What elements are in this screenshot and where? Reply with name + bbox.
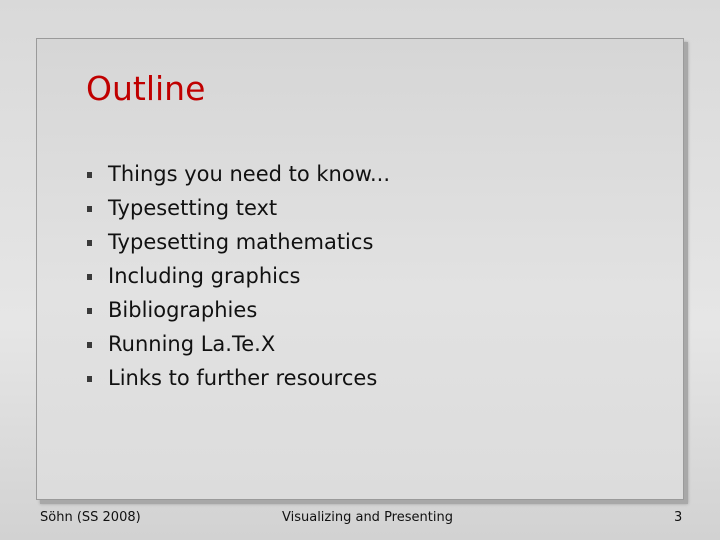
list-item bbox=[86, 157, 390, 191]
list-item-text: Typesetting mathematics bbox=[108, 230, 374, 254]
list-item bbox=[86, 293, 390, 327]
square-bullet-icon bbox=[87, 172, 92, 178]
list-item bbox=[86, 259, 390, 293]
square-bullet-icon bbox=[87, 308, 92, 314]
footer-page-number: 3 bbox=[674, 510, 683, 525]
slide-title: Outline bbox=[86, 69, 206, 108]
square-bullet-icon bbox=[87, 274, 92, 280]
square-bullet-icon bbox=[87, 342, 92, 348]
list-item-text: Things you need to know... bbox=[108, 162, 390, 186]
footer-course-title: Visualizing and Presenting bbox=[282, 510, 453, 525]
list-item-text: Running La.Te.X bbox=[108, 332, 276, 356]
list-item bbox=[86, 225, 390, 259]
list-item bbox=[86, 361, 390, 395]
list-item-text: Bibliographies bbox=[108, 298, 258, 322]
footer-author: Söhn (SS 2008) bbox=[40, 510, 141, 525]
list-item bbox=[86, 327, 390, 361]
square-bullet-icon bbox=[87, 376, 92, 382]
list-item-text: Including graphics bbox=[108, 264, 301, 288]
list-item-text: Typesetting text bbox=[108, 196, 278, 220]
list-item-text: Links to further resources bbox=[108, 366, 378, 390]
list-item bbox=[86, 191, 390, 225]
square-bullet-icon bbox=[87, 206, 92, 212]
outline-list bbox=[86, 157, 390, 395]
square-bullet-icon bbox=[87, 240, 92, 246]
